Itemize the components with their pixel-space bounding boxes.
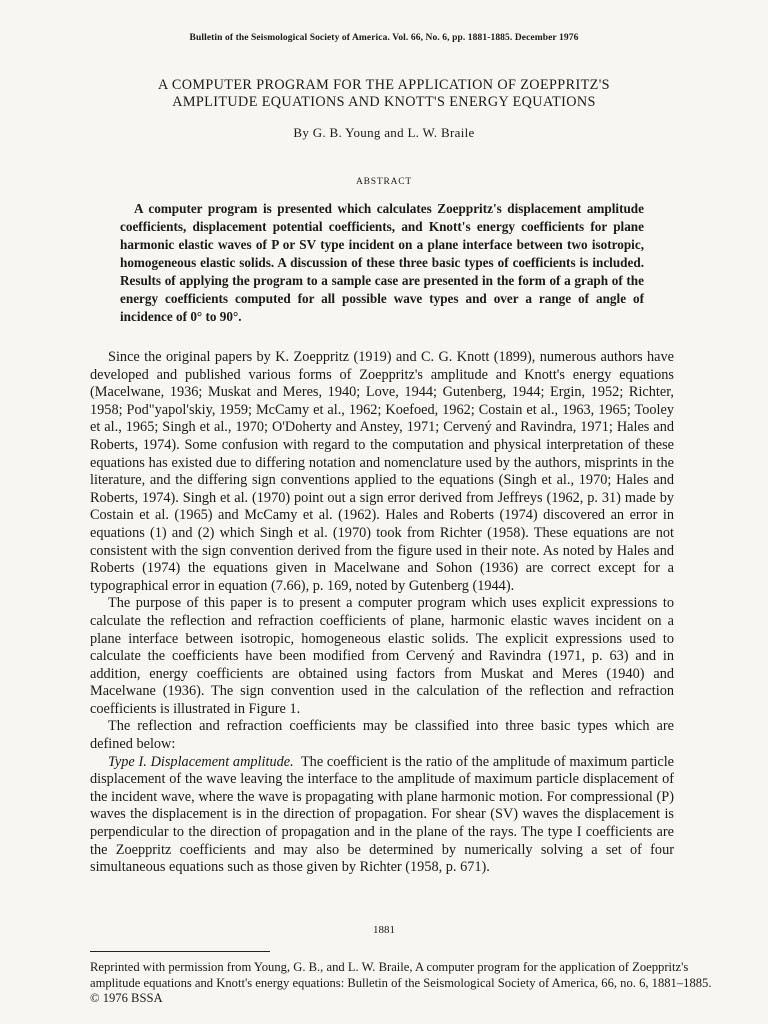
- title-line-1: A COMPUTER PROGRAM FOR THE APPLICATION OF ZOEPPRITZ'S: [158, 77, 610, 93]
- abstract-text: A computer program is presented which calculates Zoeppritz's displacement amplitude coefficients, displacement potential coefficients, and Knott's energy coefficients for plane harmonic elastic waves of P or SV type incident on a plane interface between two isotropic, homogeneous elastic solids. A discussion of these three basic types of coefficients is included. Results of applying the program to a sample case are presented in the form of a graph of the energy coefficients computed for all possible wave types and over a range of angle of incidence of 0° to 90°.: [120, 201, 644, 324]
- page-number: 1881: [373, 924, 395, 936]
- body-text: [90, 349, 674, 877]
- author-byline: By G. B. Young and L. W. Braile: [293, 125, 475, 140]
- body-paragraph-4: [90, 754, 674, 877]
- body-paragraph-3: The reflection and refraction coefficients may be classified into three basic types which are defined below:: [90, 718, 674, 753]
- body-paragraph-1: Since the original papers by K. Zoeppritz (1919) and C. G. Knott (1899), numerous authors have developed and published various forms of Zoeppritz's amplitude and Knott's energy equations (Macelwane, 1936; Muskat and Meres, 1940; Love, 1944; Gutenberg, 1944; Ergin, 1952; Richter, 1958; Pod"yapol'skiy, 1959; McCamy et al., 1962; Koefoed, 1962; Costain et al., 1963, 1965; Tooley et al., 1965; Singh et al., 1970; O'Doherty and Anstey, 1971; Cervený and Ravindra, 1971; Hales and Roberts, 1974). Some confusion with regard to the computation and physical interpretation of these equations has existed due to differing notation and nomenclature used by the authors, misprints in the literature, and the differing sign conventions applied to the equations (Singh et al., 1970; Hales and Roberts, 1974). Singh et al. (1970) point out a sign error derived from Jeffreys (1962, p. 31) made by Costain et al. (1965) and McCamy et al. (1962). Hales and Roberts (1974) discovered an error in equations (1) and (2) which Singh et al. (1970) took from Richter (1958). These equations are not consistent with the sign convention derived from the figure used in their note. As noted by Hales and Roberts (1974) the equations given in Macelwane and Sohon (1936) are correct except for a typographical error in equation (7.66), p. 169, noted by Gutenberg (1944).: [90, 349, 674, 594]
- paper-title: [60, 77, 708, 111]
- footnote-divider: [90, 951, 270, 952]
- type-1-label: Type I. Displacement amplitude.: [108, 753, 294, 770]
- body-paragraph-2: The purpose of this paper is to present a computer program which uses explicit expressions to calculate the reflection and refraction coefficients of plane, harmonic elastic waves incident on a plane interface between isotropic, homogeneous elastic solids. The explicit expressions used to calculate the coefficients have been modified from Cervený and Ravindra (1971, p. 63) and in addition, energy coefficients are obtained using factors from Muskat and Meres (1940) and Macelwane (1936). The sign convention used in the calculation of the reflection and refraction coefficients is illustrated in Figure 1.: [90, 595, 674, 717]
- title-line-2: AMPLITUDE EQUATIONS AND KNOTT'S ENERGY EQUATIONS: [172, 94, 596, 110]
- type-1-text: The coefficient is the ratio of the amplitude of maximum particle displacement of the wave leaving the interface to the amplitude of maximum particle displacement of the incident wave, where the wave is propagating with plane harmonic motion. For compressional (P) waves the displacement is in the direction of propagation. For shear (SV) waves the displacement is perpendicular to the direction of propagation and in the plane of the rays. The type I coefficients are the Zoeppritz coefficients and may also be determined by numerically solving a set of four simultaneous equations such as those given by Richter (1958, p. 671).: [90, 753, 675, 876]
- reprint-footnote: Reprinted with permission from Young, G. B., and L. W. Braile, A computer program for the application of Zoeppritz's amplitude equations and Knott's energy equations: Bulletin of the Seismological Society of America, 66, no. 6, 1881–1885. © 1976 BSSA: [90, 960, 712, 1005]
- abstract-heading: ABSTRACT: [355, 177, 413, 187]
- running-head: Bulletin of the Seismological Society of America. Vol. 66, No. 6, pp. 1881-1885. December 1976: [189, 33, 579, 43]
